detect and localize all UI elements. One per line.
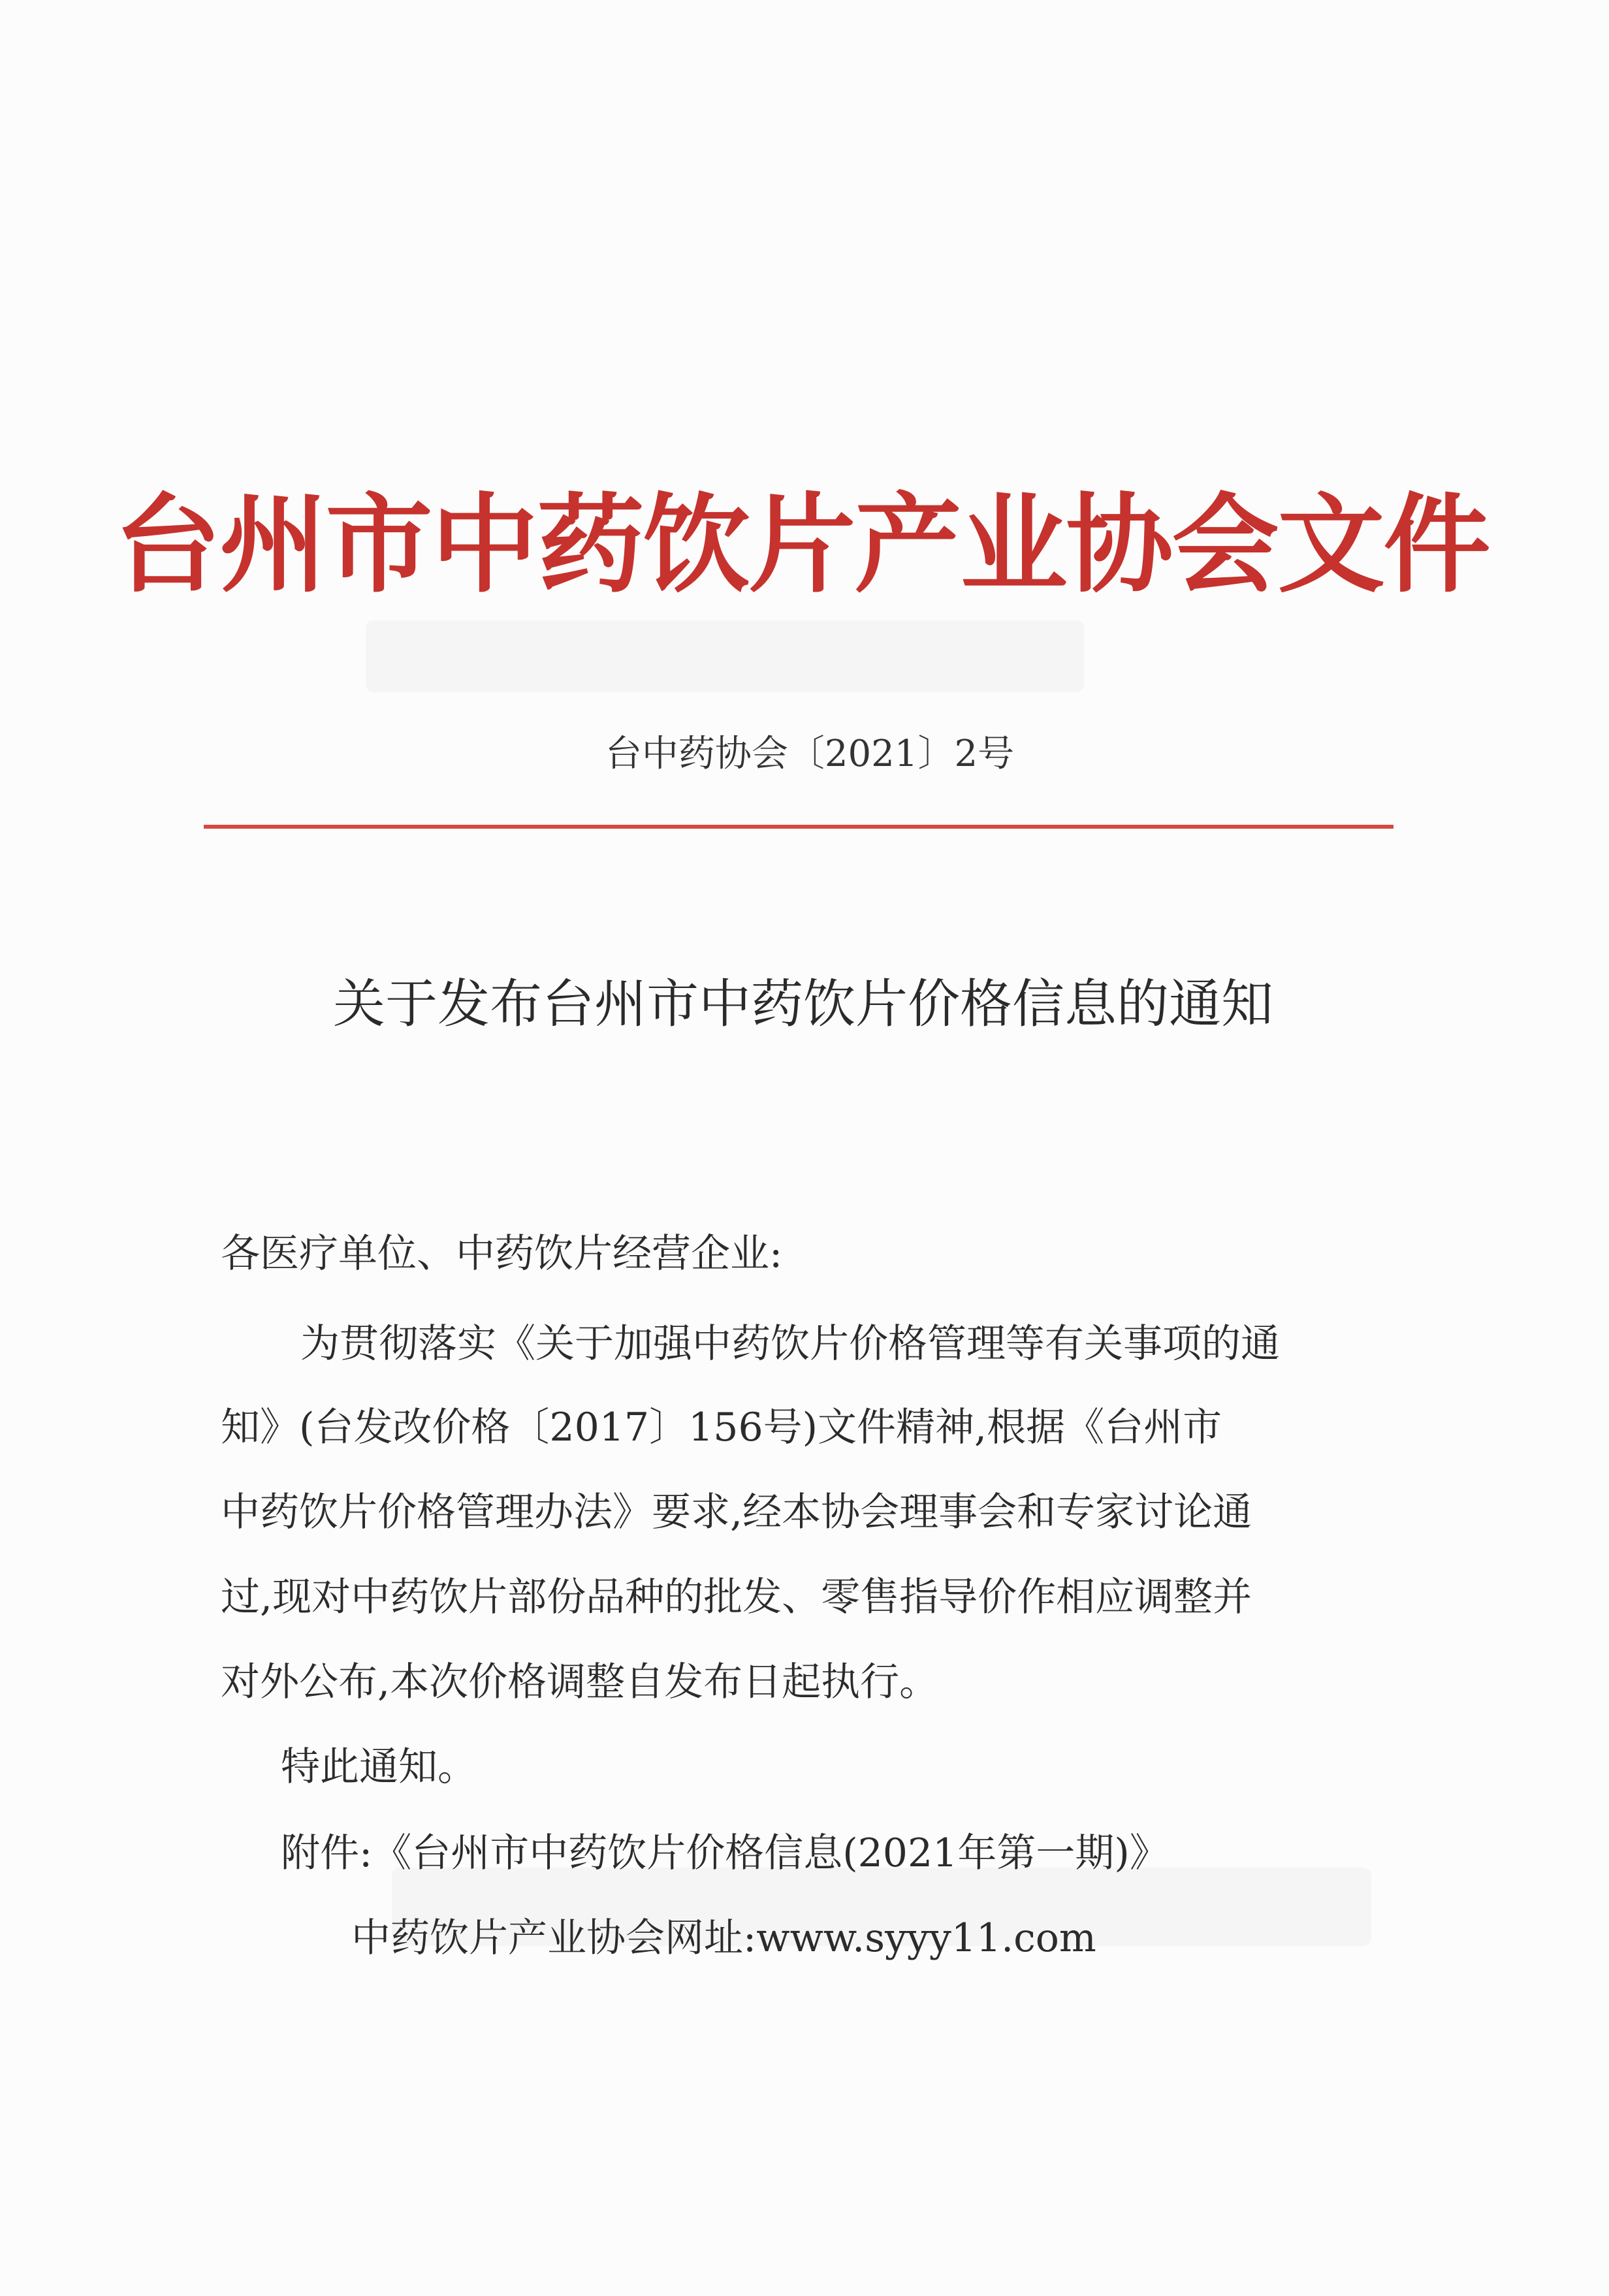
body-line-2: 知》(台发改价格〔2017〕156号)文件精神,根据《台州市 — [221, 1405, 1222, 1450]
document-number: 台中药协会〔2021〕2号 — [605, 733, 1015, 775]
salutation: 各医疗单位、中药饮片经营企业: — [221, 1231, 783, 1277]
website-line: 中药饮片产业协会网址:www.syyy11.com — [351, 1915, 1096, 1961]
masthead-title: 台州市中药饮片产业协会文件 — [114, 483, 1490, 607]
show-through-shadow — [366, 620, 1084, 692]
notice-title: 关于发布台州市中药饮片价格信息的通知 — [333, 973, 1273, 1034]
body-line-4: 过,现对中药饮片部份品种的批发、零售指导价作相应调整并 — [221, 1574, 1252, 1620]
body-line-5: 对外公布,本次价格调整自发布日起执行。 — [221, 1659, 939, 1705]
closing-line: 特此通知。 — [281, 1744, 477, 1790]
body-line-1: 为贯彻落实《关于加强中药饮片价格管理等有关事项的通 — [300, 1321, 1280, 1367]
attachment-line: 附件:《台州市中药饮片价格信息(2021年第一期)》 — [281, 1830, 1169, 1876]
body-line-3: 中药饮片价格管理办法》要求,经本协会理事会和专家讨论通 — [221, 1490, 1252, 1535]
red-divider — [204, 825, 1394, 829]
